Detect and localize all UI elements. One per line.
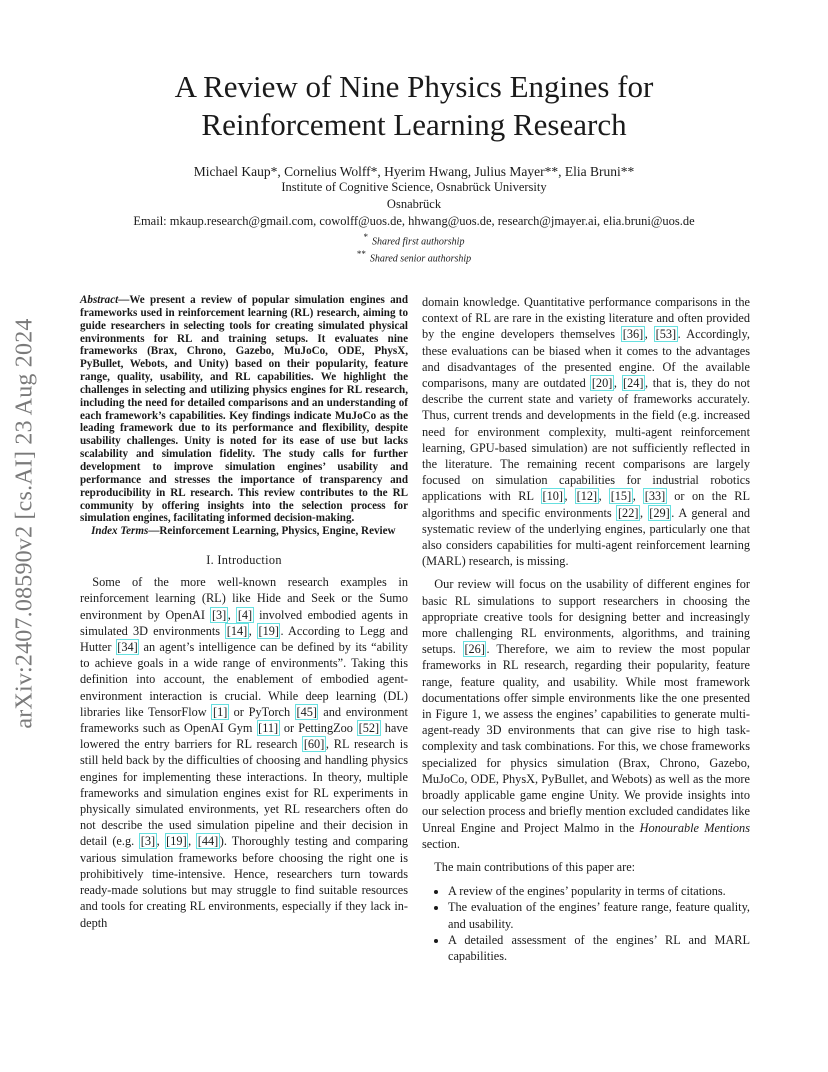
- citation-link[interactable]: [45]: [296, 704, 317, 719]
- note-text: Shared first authorship: [372, 236, 465, 248]
- index-terms-lead: Index Terms: [91, 525, 149, 538]
- list-item: • The evaluation of the engines’ feature range, feature quality, and usability.: [448, 899, 750, 931]
- note-mark: *: [363, 232, 369, 242]
- emphasis-text: Honourable Mentions: [639, 820, 750, 835]
- citation-link[interactable]: [22]: [617, 505, 639, 520]
- index-terms-body: —Reinforcement Learning, Physics, Engine, Review: [148, 525, 396, 538]
- paragraph-contributions-intro: The main contributions of this paper are:: [434, 859, 636, 874]
- abstract: [80, 294, 408, 525]
- citation-link[interactable]: [12]: [576, 489, 598, 504]
- citation-link[interactable]: [4]: [237, 607, 253, 622]
- contributions-list: [422, 883, 750, 964]
- citation-link[interactable]: [33]: [644, 489, 666, 504]
- citation-link[interactable]: [19]: [166, 834, 187, 849]
- list-item: • A detailed assessment of the engines’ RL and MARL capabilities.: [448, 932, 750, 964]
- index-terms: [80, 525, 408, 538]
- citation-link[interactable]: [11]: [258, 721, 279, 736]
- note-mark: **: [356, 249, 366, 259]
- arxiv-watermark: arXiv:2407.08590v2 [cs.AI] 23 Aug 2024: [11, 318, 38, 729]
- title-line-2: Reinforcement Learning Research: [201, 107, 627, 142]
- left-column: [80, 294, 408, 931]
- citation-link[interactable]: [29]: [649, 505, 670, 520]
- citation-link[interactable]: [19]: [258, 623, 279, 638]
- paragraph-review-focus: Our review will focus on the usability of different engines for basic RL simulations to support researchers in choosing the appropriate creative tools for designing better and increasingly more challenging RL environments, algorithms, and training setups. [26] . Therefore, we aim to review the most popular frameworks in RL research, regarding their popularity, feature range, feature quality, and usability. While most framework documentations offer simple environments like the one presented in Figure 1, we assess the engines’ capabilities to generate multi-agent-ready 3D environments that can give rise to high task-complexity and task combinations. For this, we chose frameworks specialized for physics simulation (Brax, Chrono, Gazebo, MuJoCo, ODE, PhysX, PyBullet, and Webots) as well as the more broadly applicable game engine Unity. We provide insights into our selection process and briefly mention excluded candidates like Unreal Engine and Project Malmo in the Honourable Mentions section.: [422, 577, 750, 851]
- citation-link[interactable]: [15]: [610, 489, 632, 504]
- citation-link[interactable]: [3]: [140, 834, 156, 849]
- list-item: • A review of the engines’ popularity in terms of citations.: [448, 883, 750, 899]
- citation-link[interactable]: [53]: [655, 327, 677, 342]
- first-authorship-note: [0, 232, 828, 247]
- right-column: [422, 294, 750, 964]
- citation-link[interactable]: [1]: [212, 704, 228, 719]
- email-line: Email: mkaup.research@gmail.com, cowolff@uos.de, hhwang@uos.de, research@jmayer.ai, elia.bruni@uos.de: [133, 214, 695, 228]
- citation-link[interactable]: [36]: [622, 327, 644, 342]
- institution: Institute of Cognitive Science, Osnabrück University: [281, 180, 547, 194]
- citation-link[interactable]: [10]: [542, 489, 564, 504]
- citation-link[interactable]: [52]: [358, 721, 380, 736]
- citation-link[interactable]: [44]: [197, 834, 219, 849]
- paper-title: [0, 68, 828, 144]
- citation-link[interactable]: [26]: [464, 642, 485, 657]
- section-heading-introduction: I. Introduction: [206, 553, 282, 568]
- title-line-1: A Review of Nine Physics Engines for: [174, 69, 654, 104]
- citation-link[interactable]: [60]: [303, 737, 325, 752]
- note-text: Shared senior authorship: [369, 253, 472, 265]
- senior-authorship-note: [0, 249, 828, 264]
- abstract-lead: Abstract: [80, 294, 119, 306]
- paragraph-comparisons: domain knowledge. Quantitative performance comparisons in the context of RL are rare in the existing literature and often provided by the engine developers themselves [36] , [53] . Accordingly, these evaluations can be biased when it comes to the advantages and disadvantages of the presented engine. Of the available comparisons, many are outdated [20] , [24] , that is, they do not describe the current state and variety of frameworks accurately. Thus, current trends and developments in the field (e.g. increased need for environment complexity, multi-agent reinforcement learning, GPU-based simulation) are not sufficiently reflected in the literature. The remaining recent comparisons are largely focused on simulation capabilities for industrial robotics applications with RL [10] , [12] , [15] , [33] or on the RL algorithms and specific environments [22] , [29] . A general and systematic review of the underlying engines, particularly one that also considers capabilities for multi-agent reinforcement learning (MARL) research, is missing.: [422, 295, 751, 569]
- citation-link[interactable]: [20]: [591, 376, 613, 391]
- city: Osnabrück: [386, 197, 442, 211]
- abstract-body: —We present a review of popular simulation engines and frameworks used in reinforcement learning (RL) research, aiming to guide researchers in selecting tools for creating simulated physical environments for RL and training setups. It evaluates nine frameworks (Brax, Chrono, Gazebo, MuJoCo, ODE, PhysX, PyBullet, Webots, and Unity) based on their popularity, feature range, quality, usability, and RL capabilities. We highlight the challenges in selecting and utilizing physics engines for RL research, including the need for detailed comparisons and an understanding of each framework’s capabilities. Key findings indicate MuJoCo as the leading framework due to its performance and flexibility, despite usability challenges. Unity is noted for its ease of use but lacks scalability and simulation fidelity. The study calls for further development to improve simulation engines’ usability and performance and stresses the importance of transparency and reproducibility in RL research. This review contributes to the RL community by offering insights into the selection process for simulation engines, facilitating informed decision-making.: [80, 294, 408, 525]
- intro-paragraph: Some of the more well-known research examples in reinforcement learning (RL) like Hide and Seek or the Sumo environment by OpenAI [3] , [4] involved embodied agents in simulated 3D environments [14] , [19] . According to Legg and Hutter [34] an agent’s intelligence can be defined by its “ability to achieve goals in a wide range of environments”. Taking this definition into account, the enablement of embodied agent-environment interaction is crucial. While deep learning (DL) libraries like TensorFlow [1] or PyTorch [45] and environment frameworks such as OpenAI Gym [11] or PettingZoo [52] have lowered the entry barriers for RL research [60] , RL research is still held back by the difficulties of choosing and handling physics engines for implementing these interactions. In theory, multiple frameworks and simulation engines exist for RL experiments in physically simulated environments, yet RL researchers often do not describe the used simulation pipeline and their decision in detail (e.g. [3] , [19] , [44] ). Thoroughly testing and comparing various simulation frameworks before choosing the right one is prohibitively time-intensive. Hence, researchers turn towards ready-made solutions but may struggle to find suitable resources and tools for creating RL environments, especially if they lack in-depth: [80, 575, 409, 930]
- authors: Michael Kaup*, Cornelius Wolff*, Hyerim Hwang, Julius Mayer**, Elia Bruni**: [193, 164, 635, 179]
- citation-link[interactable]: [3]: [211, 607, 227, 622]
- citation-link[interactable]: [34]: [117, 640, 138, 655]
- citation-link[interactable]: [14]: [226, 623, 248, 638]
- citation-link[interactable]: [24]: [623, 376, 644, 391]
